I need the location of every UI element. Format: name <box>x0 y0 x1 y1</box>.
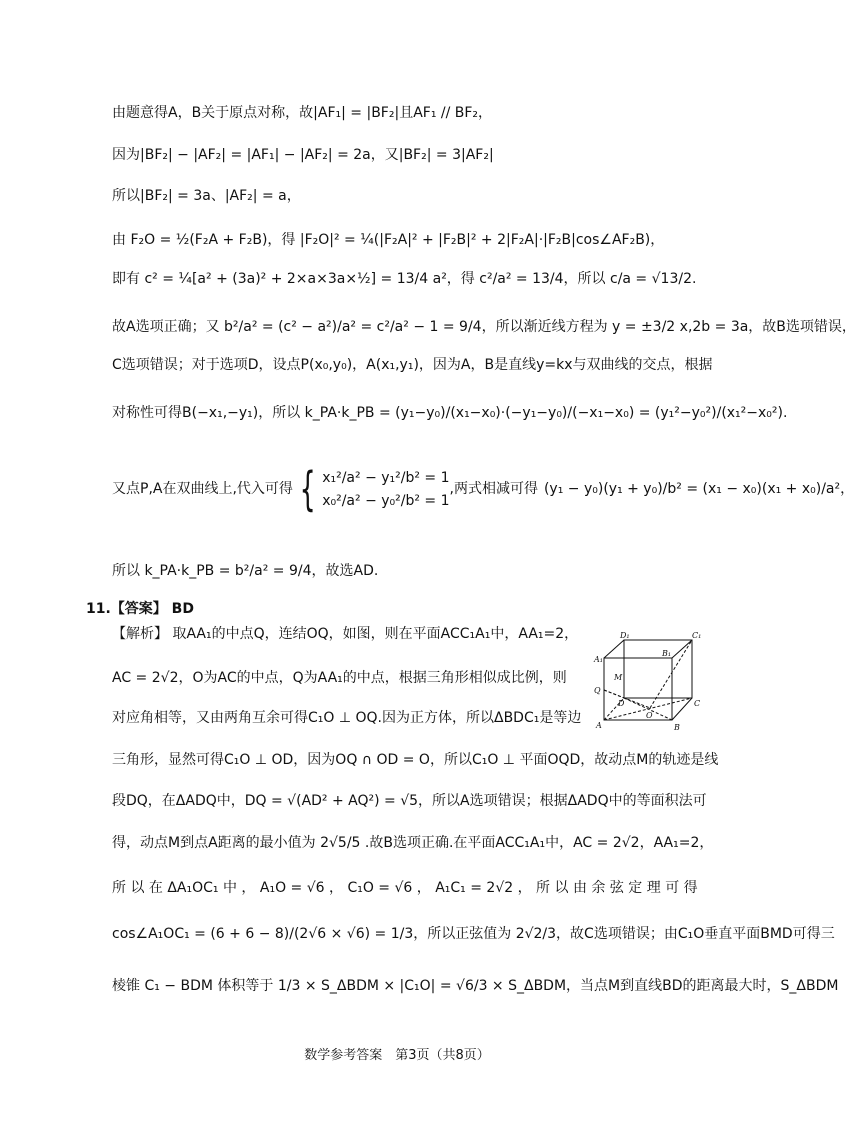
text-line: 对应角相等，又由两角互余可得C₁O ⊥ OQ.因为正方体，所以ΔBDC₁是等边 <box>112 710 582 726</box>
text-line: 三角形，显然可得C₁O ⊥ OD，因为OQ ∩ OD = O，所以C₁O ⊥ 平面OQD，故动点M的轨迹是线 <box>112 752 719 768</box>
system-equation-line <box>112 462 854 517</box>
text-line: 所 以 在 ΔA₁OC₁ 中 ， A₁O = √6 ， C₁O = √6 ， A₁C₁ = 2√2 ， 所 以 由 余 弦 定 理 可 得 <box>112 880 698 896</box>
edge <box>604 640 624 658</box>
cube-figure <box>592 628 704 732</box>
text-line: AC = 2√2，O为AC的中点，Q为AA₁的中点，根据三角形相似成比例，则 <box>112 670 567 686</box>
text-line: 所以|BF₂| = 3a、|AF₂| = a， <box>112 188 301 204</box>
text-line: 所以 k_PA·k_PB = b²/a² = 9/4，故选AD. <box>112 563 379 579</box>
label-m: M <box>614 673 623 682</box>
text-line: 由 F₂O = ½(F₂A + F₂B)，得 |F₂O|² = ¼(|F₂A|² + |F₂B|² + 2|F₂A|·|F₂B|cos∠AF₂B)， <box>112 232 665 248</box>
label-b: B <box>674 723 680 732</box>
brace-glyph: { <box>299 462 316 516</box>
text-line: 【解析】 取AA₁的中点Q，连结OQ，如图，则在平面ACC₁A₁中，AA₁=2， <box>112 626 579 642</box>
label-q: Q <box>594 686 601 695</box>
line-qd <box>604 690 624 698</box>
text-line: 由题意得A，B关于原点对称，故|AF₁| = |BF₂|且AF₁ // BF₂， <box>112 105 493 121</box>
label-a1: A₁ <box>594 655 603 664</box>
label-d: D <box>618 699 625 708</box>
text-line: C选项错误；对于选项D，设点P(x₀,y₀)，A(x₁,y₁)，因为A，B是直线y=kx与双曲线的交点，根据 <box>112 357 713 373</box>
text-line: 对称性可得B(−x₁,−y₁)，所以 k_PA·k_PB = (y₁−y₀)/(x₁−x₀)·(−y₁−y₀)/(−x₁−x₀) = (y₁²−y₀²)/(x₁²−x₀²). <box>112 405 788 421</box>
question-heading: 11.【答案】 BD <box>86 601 194 617</box>
text-line: 段DQ，在ΔADQ中，DQ = √(AD² + AQ²) = √5，所以A选项错误；根据ΔADQ中的等面积法可 <box>112 793 707 809</box>
text-line: 得，动点M到点A距离的最小值为 2√5/5 .故B选项正确.在平面ACC₁A₁中，AC = 2√2，AA₁=2， <box>112 835 714 851</box>
equation-system <box>322 470 449 510</box>
text-line: 即有 c² = ¼[a² + (3a)² + 2×a×3a×½] = 13/4 a²，得 c²/a² = 13/4，所以 c/a = √13/2. <box>112 271 697 287</box>
text-segment: ,两式相减可得 <box>449 481 538 498</box>
text-segment: 又点P,A在双曲线上,代入可得 <box>112 481 293 498</box>
label-b1: B₁ <box>662 649 672 658</box>
text-line: cos∠A₁OC₁ = (6 + 6 − 8)/(2√6 × √6) = 1/3，所以正弦值为 2√2/3，故C选项错误；由C₁O垂直平面BMD可得三 <box>112 926 835 942</box>
label-a: A <box>596 721 602 730</box>
edge <box>672 698 692 720</box>
page-footer: 数学参考答案 第3页（共8页） <box>304 1048 490 1063</box>
label-c: C <box>694 699 701 708</box>
text-line: 因为|BF₂| − |AF₂| = |AF₁| − |AF₂| = 2a，又|BF₂| = 3|AF₂| <box>112 147 494 163</box>
text-line: 故A选项正确；又 b²/a² = (c² − a²)/a² = c²/a² − 1 = 9/4，所以渐近线方程为 y = ±3/2 x,2b = 3a，故B选项错误， <box>112 319 856 335</box>
equation-2: x₀²/a² − y₀²/b² = 1 <box>322 492 450 509</box>
label-c1: C₁ <box>692 631 702 640</box>
text-line: 棱锥 C₁ − BDM 体积等于 1/3 × S_ΔBDM × |C₁O| = √6/3 × S_ΔBDM，当点M到直线BD的距离最大时，S_ΔBDM <box>112 978 839 994</box>
equation-3: (y₁ − y₀)(y₁ + y₀)/b² = (x₁ − x₀)(x₁ + x₀)/a²， <box>543 481 855 498</box>
label-o: O <box>646 711 653 720</box>
equation-1: x₁²/a² − y₁²/b² = 1 <box>322 469 450 486</box>
label-d1: D₁ <box>620 631 630 640</box>
